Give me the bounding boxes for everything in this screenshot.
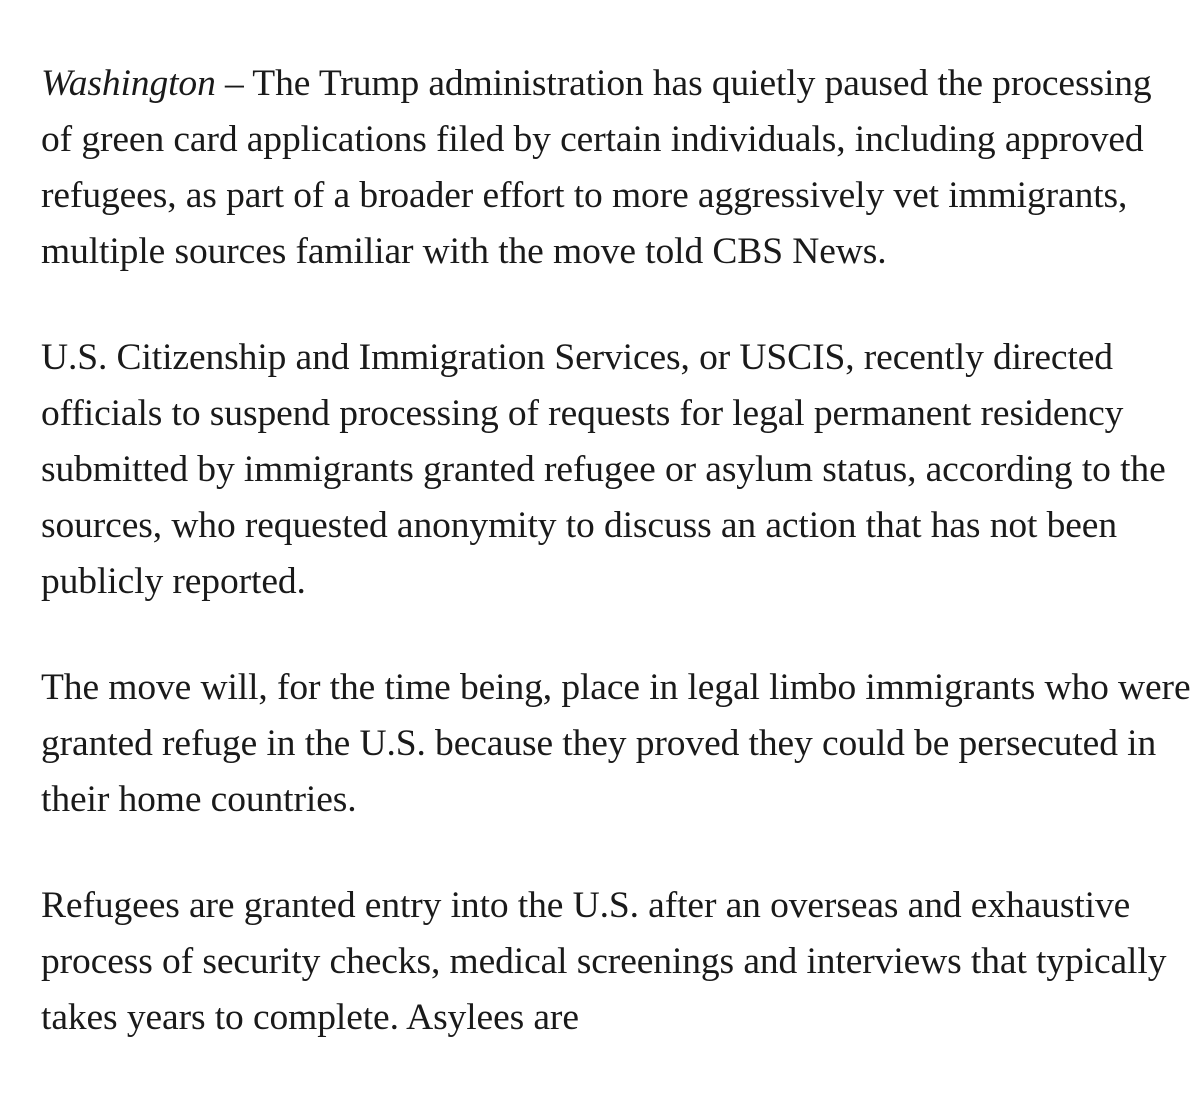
article-body xyxy=(41,56,1191,1096)
article-paragraph-1 xyxy=(41,56,1191,280)
article-paragraph-3: The move will, for the time being, place in legal limbo immigrants who were granted refuge in the U.S. because they proved they could be persecuted in their home countries. xyxy=(41,667,1191,820)
dateline-separator: – xyxy=(215,63,253,104)
article-paragraph-4: Refugees are granted entry into the U.S. after an overseas and exhaustive process of security checks, medical screenings and interviews that typically takes years to complete. Asylees are xyxy=(41,885,1167,1038)
dateline: Washington xyxy=(41,63,216,104)
paragraph-text: The Trump administration has quietly paused the processing of green card applications filed by certain individuals, including approved refugees, as part of a broader effort to more aggressively vet immigrants, multiple sources familiar with the move told CBS News. xyxy=(41,63,1152,272)
article-paragraph-2: U.S. Citizenship and Immigration Services, or USCIS, recently directed officials to suspend processing of requests for legal permanent residency submitted by immigrants granted refugee or asylum status, according to the sources, who requested anonymity to discuss an action that has not been publicly reported. xyxy=(41,337,1166,602)
